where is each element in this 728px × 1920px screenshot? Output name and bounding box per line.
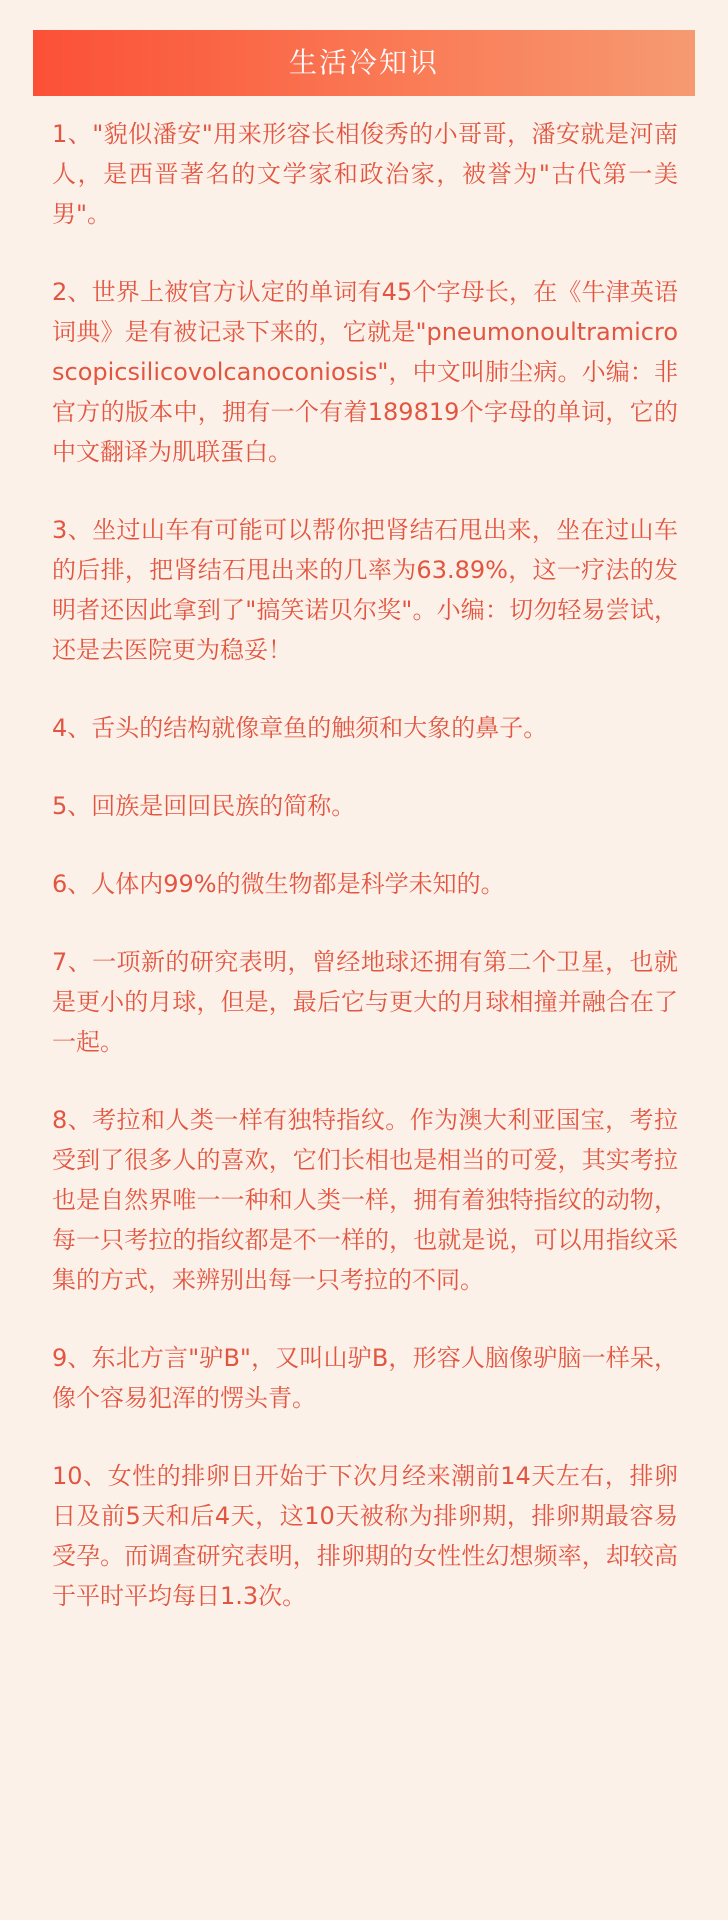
section-header (33, 30, 695, 96)
fact-item: 7、一项新的研究表明，曾经地球还拥有第二个卫星，也就是更小的月球，但是，最后它与更大的月球相撞并融合在了一起。 (52, 948, 678, 1056)
fact-item: 4、舌头的结构就像章鱼的触须和大象的鼻子。 (52, 714, 548, 742)
fact-item: 5、回族是回回民族的简称。 (52, 792, 356, 820)
fact-item: 9、东北方言"驴B"，又叫山驴B，形容人脑像驴脑一样呆，像个容易犯浑的愣头青。 (52, 1344, 678, 1412)
fact-item: 1、"貌似潘安"用来形容长相俊秀的小哥哥，潘安就是河南人，是西晋著名的文学家和政治家，被誉为"古代第一美男"。 (52, 120, 678, 228)
fact-item: 6、人体内99%的微生物都是科学未知的。 (52, 870, 505, 898)
fact-item: 2、世界上被官方认定的单词有45个字母长，在《牛津英语词典》是有被记录下来的，它就是"pneumonoultramicroscopicsilicovolcanoconiosis"，中文叫肺尘病。小编：非官方的版本中，拥有一个有着189819个字母的单词，它的中文翻译为肌联蛋白。 (52, 278, 678, 466)
fact-item: 3、坐过山车有可能可以帮你把肾结石甩出来，坐在过山车的后排，把肾结石甩出来的几率为63.89%，这一疗法的发明者还因此拿到了"搞笑诺贝尔奖"。小编：切勿轻易尝试，还是去医院更为稳妥！ (52, 516, 678, 664)
section-title: 生活冷知识 (288, 46, 439, 79)
fact-item: 8、考拉和人类一样有独特指纹。作为澳大利亚国宝，考拉受到了很多人的喜欢，它们长相也是相当的可爱，其实考拉也是自然界唯一一种和人类一样，拥有着独特指纹的动物，每一只考拉的指纹都是不一样的，也就是说，可以用指纹采集的方式，来辨别出每一只考拉的不同。 (52, 1106, 678, 1294)
fact-item: 10、女性的排卵日开始于下次月经来潮前14天左右，排卵日及前5天和后4天，这10天被称为排卵期，排卵期最容易受孕。而调查研究表明，排卵期的女性性幻想频率，却较高于平时平均每日1.3次。 (52, 1462, 678, 1610)
facts-list (52, 114, 678, 1616)
